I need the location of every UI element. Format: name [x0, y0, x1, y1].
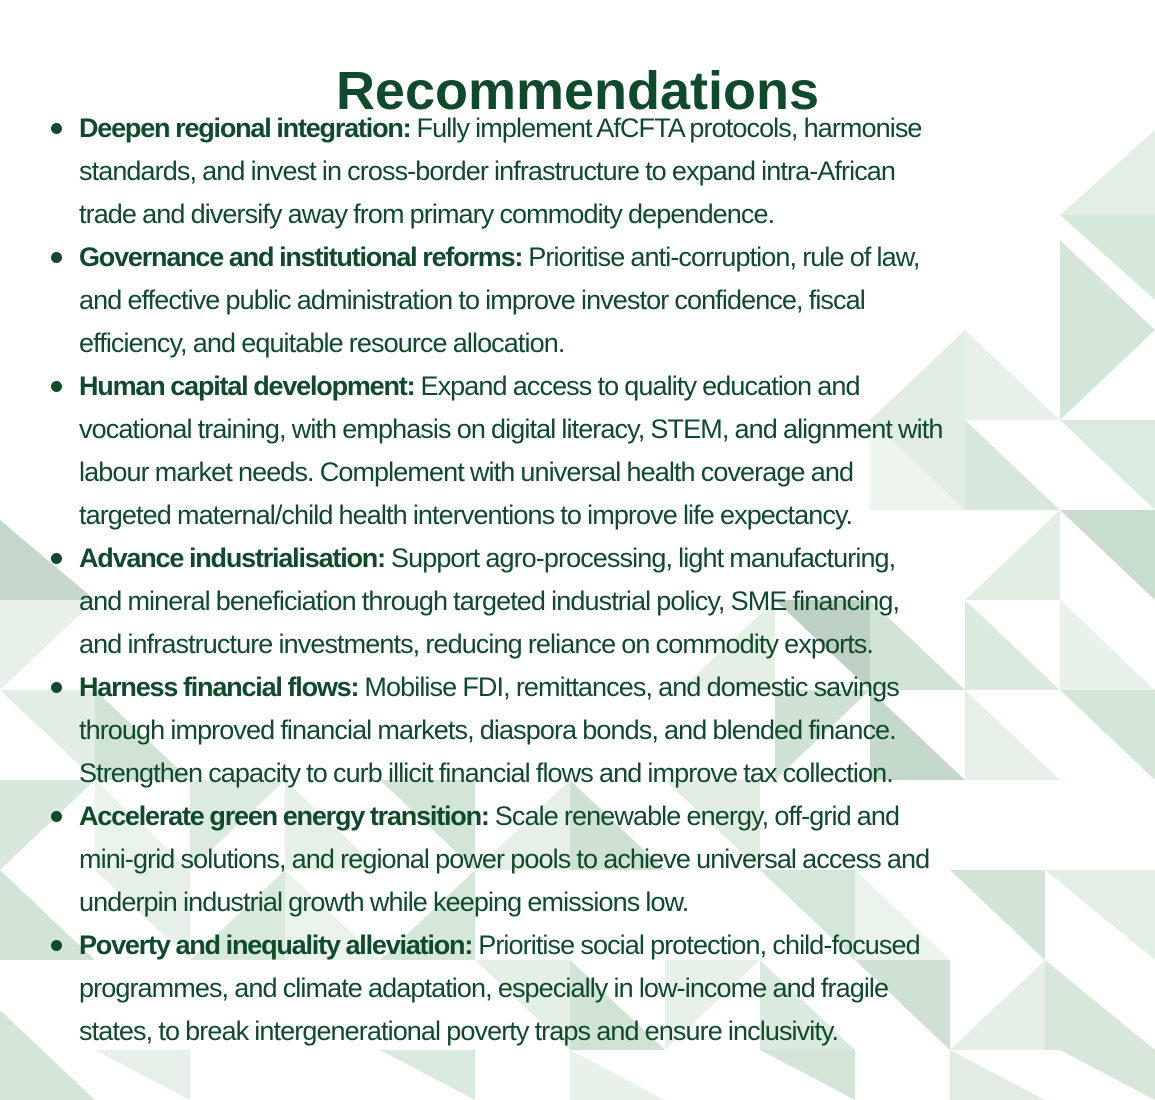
recommendation-heading: Poverty and inequality alleviation: [79, 930, 473, 960]
bg-triangle [1060, 1050, 1155, 1100]
recommendation-body: Prioritise anti-corruption, rule of law, and effective public administration to improve investor confidence, fiscal efficiency, and equitable resource allocation. [79, 242, 920, 358]
recommendation-body: Scale renewable energy, off-grid and mini-grid solutions, and regional power pools to achieve universal access and underpin industrial growth while keeping emissions low. [79, 801, 930, 917]
recommendation-body: Support agro-processing, light manufacturing, and mineral beneficiation through targeted industrial policy, SME financing, and infrastructure investments, reducing reliance on commodity exports. [79, 543, 900, 659]
recommendation-body: Fully implement AfCFTA protocols, harmonise standards, and invest in cross-border infrastructure to expand intra-African trade and diversify away from primary commodity dependence. [79, 113, 922, 229]
bg-triangle [570, 1050, 665, 1100]
list-item [0, 236, 1155, 365]
list-item [0, 795, 1155, 924]
bullet-icon [51, 252, 62, 263]
list-item [0, 365, 1155, 537]
bullet-icon [51, 811, 62, 822]
bullet-icon [51, 940, 62, 951]
list-item [0, 537, 1155, 666]
list-item [0, 924, 1155, 1053]
recommendation-heading: Governance and institutional reforms: [79, 242, 523, 272]
bg-triangle [380, 1050, 475, 1100]
recommendation-heading: Advance industrialisation: [79, 543, 385, 573]
bullet-icon [51, 381, 62, 392]
bullet-icon [51, 553, 62, 564]
recommendation-body: Mobilise FDI, remittances, and domestic savings through improved financial markets, diaspora bonds, and blended finance. Strengthen capacity to curb illicit financial flows and improve tax collection. [79, 672, 899, 788]
page-title: Recommendations [335, 61, 820, 122]
recommendation-body: Expand access to quality education and vocational training, with emphasis on digital literacy, STEM, and alignment with labour market needs. Complement with universal health coverage and targeted maternal/child health interventions to improve life expectancy. [79, 371, 943, 530]
recommendations-list [0, 107, 1155, 1053]
bg-triangle [950, 1050, 1045, 1100]
bullet-icon [51, 123, 62, 134]
list-item [0, 107, 1155, 236]
list-item [0, 666, 1155, 795]
recommendation-heading: Harness financial flows: [79, 672, 359, 702]
bg-triangle [760, 1050, 855, 1100]
bg-triangle [95, 1050, 190, 1100]
recommendation-heading: Human capital development: [79, 371, 415, 401]
recommendation-body: Prioritise social protection, child-focused programmes, and climate adaptation, especially in low-income and fragile states, to break intergenerational poverty traps and ensure inclusivity. [79, 930, 920, 1046]
recommendation-heading: Accelerate green energy transition: [79, 801, 489, 831]
bullet-icon [51, 682, 62, 693]
recommendation-heading: Deepen regional integration: [79, 113, 411, 143]
